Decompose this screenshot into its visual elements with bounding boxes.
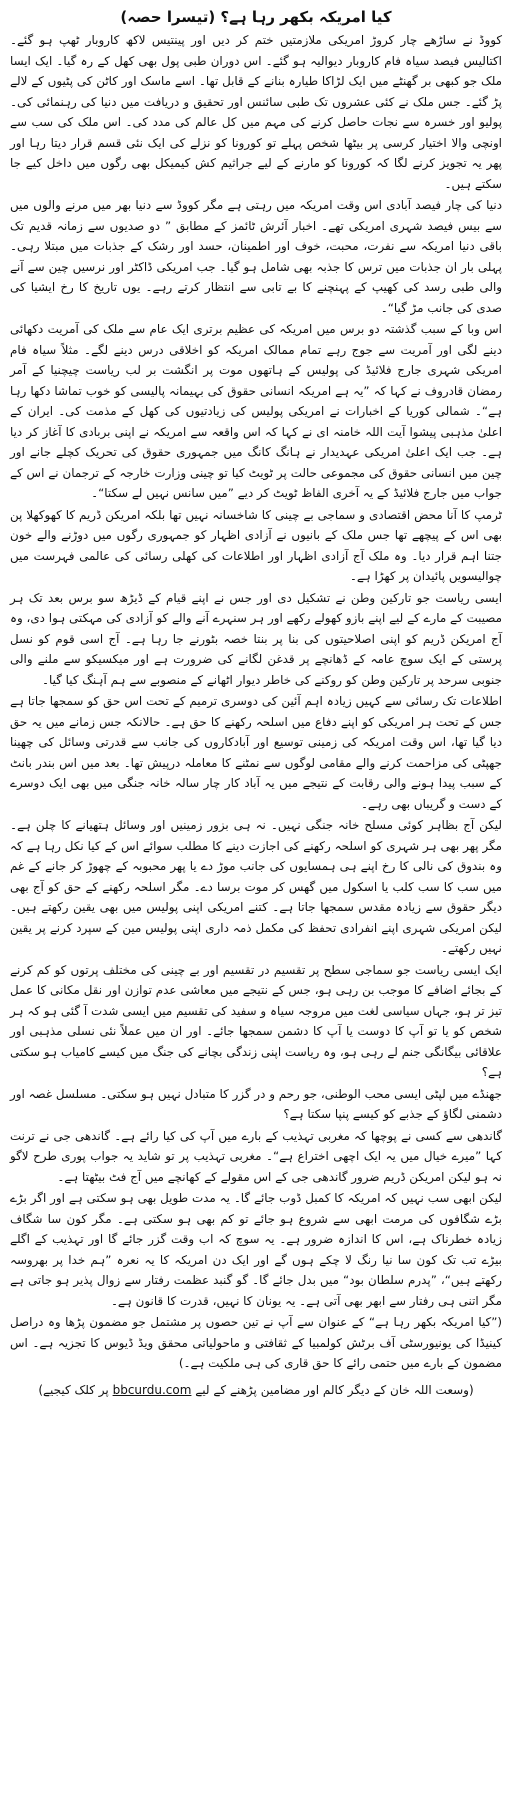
paragraph: ایسی ریاست جو تارکین وطن نے تشکیل دی اور جس نے اپنے قیام کے ڈیڑھ سو برس بعد تک ہر مصیبت کے مارے کے لیے اپنے بازو کھولے رکھے اور ہر سنہرے آنے والے کو آزادی کی مہکتی ہوا دی، وہ آج امریکن ڈریم کو اپنی اصلاحیتوں کی بنا پر بنتا خصہ بٹورنے جا رہا ہے۔ آج اسی قوم کو نسل پرستی کے ایک سوچ عامہ کے ڈھانچے پر قدغن لگانے کی ضرورت ہے اور میکسیکو سے ملنے والی جنوبی سرحد پر تارکین وطن کو روکنے کی خاطر دیوار اٹھانے کے منصوبے سے ہم آہنگ کیا گیا۔	[10, 590, 502, 687]
article-body	[10, 30, 502, 1374]
footer-note	[10, 1380, 502, 1400]
footer-text-before: (وسعت اللہ خان کے دیگر کالم اور مضامین پڑھنے کے لیے	[195, 1382, 474, 1397]
paragraph: جھنڈے میں لپٹی ایسی محب الوطنی، جو رحم و در گزر کا متبادل نہیں ہو سکتی۔ مسلسل غصہ اور دشمنی لگاؤ کے جذبے کو کیسے پنپا سکتا ہے؟	[10, 1086, 502, 1121]
paragraph-note: (”کیا امریکہ بکھر رہا ہے“ کے عنوان سے آپ نے تین حصوں پر مشتمل جو مضمون پڑھا وہ دراصل کینیڈا کی یونیورسٹی آف برٹش کولمبیا کے ثقافتی و ماحولیاتی محقق ویڈ ڈیوس کا تجزیہ ہے۔ اس مضمون کے بارے میں حتمی رائے کا حق قاری کی ہی ملکیت ہے۔)	[10, 1315, 502, 1370]
paragraph: کووڈ نے ساڑھے چار کروڑ امریکی ملازمتیں ختم کر دیں اور پینتیس لاکھ کاروبار ٹھپ ہو گئے۔ اکتالیس فیصد سیاہ فام کاروبار دیوالیہ ہو گئے۔ اس دوران طبی پول بھی کھل کے رہ گیا۔ ایک ایسا ملک جو کبھی بر گھنٹے میں ایک لڑاکا طیارہ بنانے کے قابل تھا۔ اسے ماسک اور کاٹن کی پٹیوں کے لالے پڑ گئے۔ جس ملک نے کئی عشروں تک طبی سائنس اور تحقیق و دریافت میں دنیا کی رہنمائی کی۔ پولیو اور خسرہ سے نجات حاصل کرنے کی مہم میں کل عالم کی مدد کی۔ اس ملک کی سب سے اونچی والا اختیار کرسی پر بیٹھا شخص پہلے تو کورونا کو نزلے کی ایک نئی قسم قرار دیتا رہا اور پھر یہ تجویز کرنے لگا کہ کورونا کو مارنے کے لیے جراثیم کش کیمیکل بھی رگوں میں داخل کیے جا سکتے ہیں۔	[10, 33, 502, 191]
article-title: کیا امریکہ بکھر رہا ہے؟ (تیسرا حصہ)	[120, 8, 392, 26]
paragraph: اس وبا کے سبب گذشتہ دو برس میں امریکہ کی عظیم برتری ایک عام سے ملک کی آمریت دکھائی دینے لگی اور آمریت سے جوج رہے تمام ممالک امریکہ کو اخلاقی درس دینے لگے۔ مثلاً سیاہ فام امریکی شہری جارج فلائیڈ کی پولیس کے ہاتھوں موت پر انگشت بر لب ریاست چیچنیا کے آمر رمضان قادروف نے کہا کہ ”یہ ہے امریکہ انسانی حقوق کی بہیمانہ پالیسی کو خوب تماشا دکھا رہا ہے“۔ شمالی کوریا کے اخبارات نے امریکی پولیس کی زیادتیوں کی کھل کے مذمت کی۔ ایران کے اعلیٰ مذہبی پیشوا آیت اللہ خامنہ ای نے کہا کہ اس واقعہ سے امریکہ نے اپنی بربادی کا آغاز کر دیا ہے۔ جب ایک اعلیٰ امریکی عہدیدار نے ہانگ کانگ میں جمہوری حقوق کی تحریک کچلے جانے اور چین میں انسانی حقوق کی مجموعی حالت پر ٹویٹ کیا تو چینی وزارت خارجہ کے ترجمان نے اس کے جواب میں جارج فلائیڈ کے یہ آخری الفاظ ٹویٹ کر دیے ”میں سانس نہیں لے سکتا“۔	[10, 322, 502, 500]
paragraph: دنیا کی چار فیصد آبادی اس وقت امریکہ میں رہتی ہے مگر کووڈ سے دنیا بھر میں مرنے والوں میں سے بیس فیصد شہری امریکی تھے۔ اخبار آئرش ٹائمز کے مطابق ” دو صدیوں سے زمانہ قدیم تک باقی دنیا امریکہ سے نفرت، محبت، خوف اور اطمینان، حسد اور رشک کے جذبات میں مبتلا رہی۔ پہلی بار ان جذبات میں ترس کا جذبہ بھی شامل ہو گیا۔ جب امریکی ڈاکٹر اور نرسیں چین سے آنے والی طبی رسد کی کھیپ کے پہنچنے کا بے تابی سے انتظار کرتے رہے۔ یوں تاریخ کا رخ ایشیا کی صدی کی جانب مڑ گیا“۔	[10, 198, 502, 315]
paragraph: گاندھی سے کسی نے پوچھا کہ مغربی تہذیب کے بارے میں آپ کی کیا رائے ہے۔ گاندھی جی نے ترنت کہا ”میرے خیال میں یہ ایک اچھی اختراع ہے“۔ مغربی تہذیب پر تو شاید یہ جواب پوری طرح لاگو نہ ہو لیکن امریکن ڈریم ضرور گاندھی جی کے اس مقولے کے کھانچے میں آج فٹ بیٹھتا ہے۔	[10, 1128, 502, 1184]
paragraph: اطلاعات تک رسائی سے کہیں زیادہ اہم آئین کی دوسری ترمیم کے تحت اس حق کو سمجھا جاتا ہے جس کے تحت ہر امریکی کو اپنے دفاع میں اسلحہ رکھنے کا حق ہے۔ حالانکہ جس زمانے میں یہ حق دیا گیا تھا، اس وقت امریکہ کی زمینی توسیع اور آبادکاروں کی جانب سے قدرتی وسائل کی چھینا جھپٹی کی مزاحمت کرنے والے مقامی لوگوں سے نمٹنے کا معاملہ درپیش تھا۔ بعد میں اس بندر بانٹ کے سبب پیدا ہونے والی رقابت کے نتیجے میں یہ آباد کار چار سالہ خانہ جنگی میں بھی ایک دوسرے کے دست و گریباں بھی رہے۔	[10, 694, 502, 811]
footer-text-after: پر کلک کیجیے)	[38, 1382, 109, 1397]
bbcurdu-link[interactable]: bbcurdu.com	[112, 1382, 192, 1397]
paragraph: لیکن ابھی سب نہیں کہ امریکہ کا کمبل ڈوب جائے گا۔ یہ مدت طویل بھی ہو سکتی ہے اور اگر بڑے بڑے شگافوں کی مرمت ابھی سے شروع ہو جائے تو کم بھی ہو سکتی ہے۔ مگر کون سا شگاف زیادہ خطرناک ہے، اس کا اندازہ ضرور ہے۔ یہ سوچ کہ اب وقت گزر جائے گا اور تہذیب کے اگلے بیڑے تب تک کون سا نیا رنگ لا چکے ہوں گے اور ایک دن امریکہ کا یہ نعرہ ”ہم خدا پر بھروسہ رکھتے ہیں“، ”پدرم سلطان بود“ میں بدل جائے گا۔ گو گنبد عظمت رفتار سے زوال پذیر ہو جاتی ہے مگر اتنی ہی رفتار سے ابھر بھی آتی ہے۔ یہ یونان کا نہیں، قدرت کا قانون ہے۔	[10, 1191, 502, 1308]
paragraph: ایک ایسی ریاست جو سماجی سطح پر تقسیم در تقسیم اور بے چینی کی مختلف پرتوں کو کم کرنے کے بجائے اضافے کا موجب بن رہی ہو، جس کے نتیجے میں معاشی عدم توازن اور نقل مکانی کا عمل تیز تر ہو، جہاں سیاسی لغت میں مروجہ سیاہ و سفید کی تقسیم میں ایسی شدت آ گئی ہو کہ ہر شخص کو یا تو آپ کا دوست یا آپ کا دشمن سمجھا جائے۔ اور ان میں عملاً نئی نسلی مذہبی اور علاقائی بیگانگی جنم لے رہی ہو، وہ ریاست اپنی زندگی بچانے کی جنگ میں کیسے کامیاب ہو سکتی ہے؟	[10, 962, 502, 1079]
paragraph: ٹرمپ کا آنا محض اقتصادی و سماجی بے چینی کا شاخسانہ نہیں تھا بلکہ امریکن ڈریم کا کھوکھلا پن بھی اس کے پیچھے تھا جس ملک کے بانیوں نے آزادی اظہار کو جمہوری رگوں میں دوڑنے والے خون جتنا اہم قرار دیا۔ وہ ملک آج آزادی اظہار اور اطلاعات کی کھلی رسائی کی عالمی فہرست میں چوالیسویں پائیدان پر کھڑا ہے۔	[10, 507, 502, 583]
paragraph: لیکن آج بظاہر کوئی مسلح خانہ جنگی نہیں۔ نہ ہی بزور زمینیں اور وسائل ہتھیانے کا چلن ہے۔ مگر پھر بھی ہر شہری کو اسلحہ رکھنے کی اجازت دینے کا مطلب سوائے اس کے کیا نکل رہا ہے کہ وہ بندوق کی نالی کا رخ اپنے ہی ہمسایوں کی جانب موڑ دے یا پھر محبوبہ کے چھوڑ کر جانے کے غم میں سب کا سب کلب یا اسکول میں گھس کر موت برسا دے۔ مگر اسلحہ رکھنے کے حق کو آج بھی دیگر حقوق سے زیادہ مقدس سمجھا جاتا ہے۔ کتنے امریکی اپنی پولیس میں بھی یقین رکھتے ہیں۔ لیکن امریکی شہری اپنے انفرادی تحفظ کی مکمل ذمہ داری اپنی پولیس مین کے سپرد کرنے پر یقین نہیں رکھتے۔	[10, 818, 502, 955]
